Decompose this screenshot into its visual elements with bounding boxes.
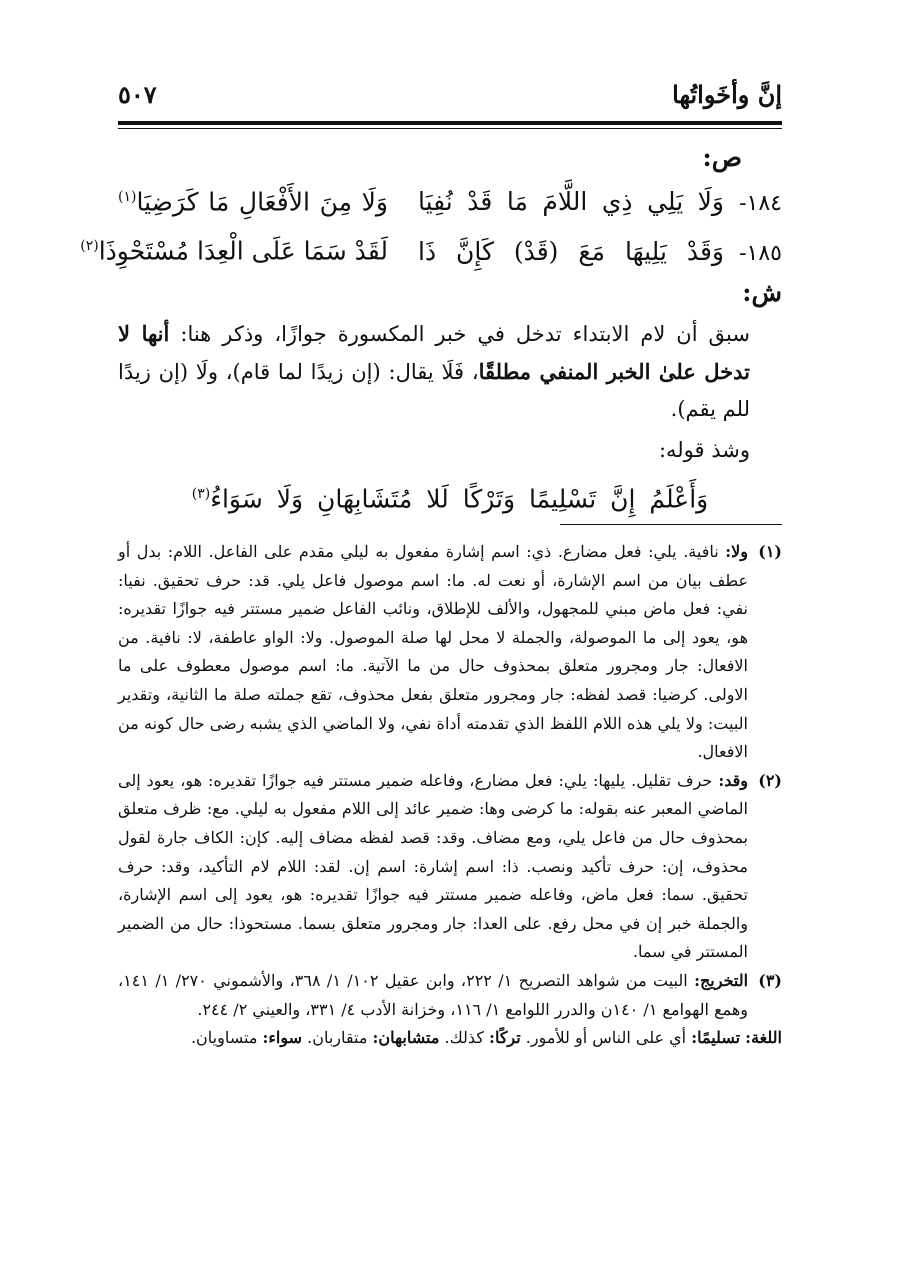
hemistich-text: لَقَدْ سَمَا عَلَى الْعِدَا مُسْتَحْوِذَا [98, 236, 388, 266]
paragraph-text: ، فَلَا يقال: (إن زيدًا لما قام)، ولَا (إن زيدًا للم يقم). [118, 359, 750, 421]
footnote-3 [118, 967, 782, 1024]
paragraph-text: سبق أن لام الابتداء تدخل في خبر المكسورة جوازًا، وذكر هنا: [169, 321, 750, 346]
footnote-lead: التخريج: [694, 970, 749, 990]
header-rule-thin [118, 128, 782, 129]
footnote-lead: ولا: [725, 542, 748, 561]
lugha-label: اللغة: [745, 1028, 782, 1048]
footnote-text: نافية. يلي: فعل مضارع. ذي: اسم إشارة مفعول به ليلي مقدم على الفاعل. اللام: بدل أو عطف بيان من اسم الإشارة، أو نعت له. ما: اسم موصول فاعل يلي. قد: حرف تحقيق. نفيا: نفي: فعل ماض مبني للمجهول، والألف للإطلاق، ونائب الفاعل ضمير مستتر فيه جوازًا تقديره: هو، يعود إلى ما الموصولة، والجملة لا محل لها صلة الموصول. ولا: الواو عاطفة، لا: نافية. من الافعال: جار ومجرور متعلق بمحذوف حال من ما الآتية. ما: اسم موصول معطوف على ما الاولى. كرضيا: قصد لفظه: جار ومجرور متعلق بفعل محذوف، تقع جملته صلة ما الثانية، وتقدير البيت: ولا يلي هذه اللام اللفظ الذي تقدمته أداة نفي، ولا الماضي الذي يشبه رضى حال كونه من الافعال. [118, 542, 748, 762]
page-number: ٥٠٧ [118, 80, 157, 109]
commentary-paragraph [118, 315, 782, 428]
lugha-word: متشابهان: [372, 1028, 440, 1048]
sheen-label: ش: [742, 277, 782, 307]
shadh-line: وشذ قوله: [658, 437, 750, 462]
lugha-text: متقاربان. [302, 1028, 373, 1048]
verse-hemistich-second [118, 176, 388, 223]
lugha-word: تسليمًا: [691, 1028, 741, 1048]
verse-hemistich-second [80, 225, 388, 272]
footnote-1 [118, 538, 782, 767]
lugha-text: متساويان. [190, 1028, 263, 1048]
footnote-number: (٣) [758, 970, 782, 990]
footnote-2 [118, 767, 782, 967]
main-text [80, 140, 782, 522]
lugha-word: سواء: [262, 1028, 303, 1048]
lugha-line [118, 1024, 782, 1053]
verse-hemistich-first [418, 181, 724, 223]
poem-text: وَأَعْلَمُ إِنَّ تَسْلِيمًا وَتَرْكًا لَلا مُتَشَابِهَانِ وَلَا سَوَاءُ [210, 483, 709, 513]
lugha-text: كذلك. [439, 1028, 490, 1048]
footnote-lead: وقد: [718, 770, 749, 790]
footnote-ref: (٢) [80, 238, 99, 255]
verse-185 [80, 225, 782, 274]
header-rule-thick [118, 121, 782, 125]
footnote-number: (١) [758, 542, 782, 561]
verse-number: ١٨٤- [739, 191, 782, 217]
poem-verse [118, 471, 782, 522]
verse-184 [118, 176, 782, 225]
verse-hemistich-first [418, 231, 724, 273]
lugha-word: تركًا: [489, 1028, 521, 1048]
hemistich-text: وَلَا يَلِي ذِي اللَّامَ مَا قَدْ نُفِيَا [418, 187, 724, 217]
page-header [118, 78, 782, 118]
footnote-ref: (٣) [191, 485, 211, 502]
hemistich-text: وَلَا مِنَ الأَفْعَالِ مَا كَرَضِيَا [136, 187, 388, 217]
lugha-text: أي على الناس أو للأمور. [520, 1028, 692, 1048]
footnotes [118, 538, 782, 1053]
footnote-text: البيت من شواهد التصريح ١/ ٢٢٢، وابن عقيل ١٠٢/ ١/ ٣٦٨، والأشموني ٢٧٠/ ١/ ١٤١، وهمع الهوامع ١/ ١٤٠ن والدرر اللوامع ١/ ١١٦، وخزانة الأدب ٤/ ٣٣١، والعيني ٢/ ٢٤٤. [118, 970, 748, 1019]
sad-label: ص: [702, 143, 742, 172]
footnote-separator [560, 524, 782, 525]
verse-number: ١٨٥- [739, 240, 782, 266]
footnote-text: حرف تقليل. يليها: يلي: فعل مضارع، وفاعله ضمير مستتر فيه جوازًا تقديره: هو، يعود إلى الماضي المعبر عنه بقوله: ما كرضى وها: ضمير عائد إلى اللام مفعول به ليلي. مع: ظرف متعلق بمحذوف حال من فاعل يلي، ومع مضاف. وقد: قصد لفظه مضاف إليه. كإن: الكاف جارة لقول محذوف، إن: حرف تأكيد ونصب. ذا: اسم إشارة: اسم إن. لقد: اللام لام التأكيد، وقد: حرف تحقيق. سما: فعل ماض، وفاعله ضمير مستتر فيه جوازًا تقديره: هو، يعود إلى اسم الإشارة، والجملة خبر إن في محل رفع. على العدا: جار ومجرور متعلق بسما. مستحوذا: حال من الضمير المستتر في سما. [118, 770, 748, 962]
footnote-ref: (١) [118, 189, 137, 205]
hemistich-text: وَقَدْ يَلِيهَا مَعَ (قَدْ) كَإِنَّ ذَا [418, 236, 724, 266]
paragraph-bold-text: أنها لا تدخل علىٰ الخبر المنفي مطلقًا [118, 320, 750, 384]
footnote-number: (٢) [758, 770, 782, 790]
chapter-title: إنَّ وأخَواتُها [672, 80, 782, 109]
